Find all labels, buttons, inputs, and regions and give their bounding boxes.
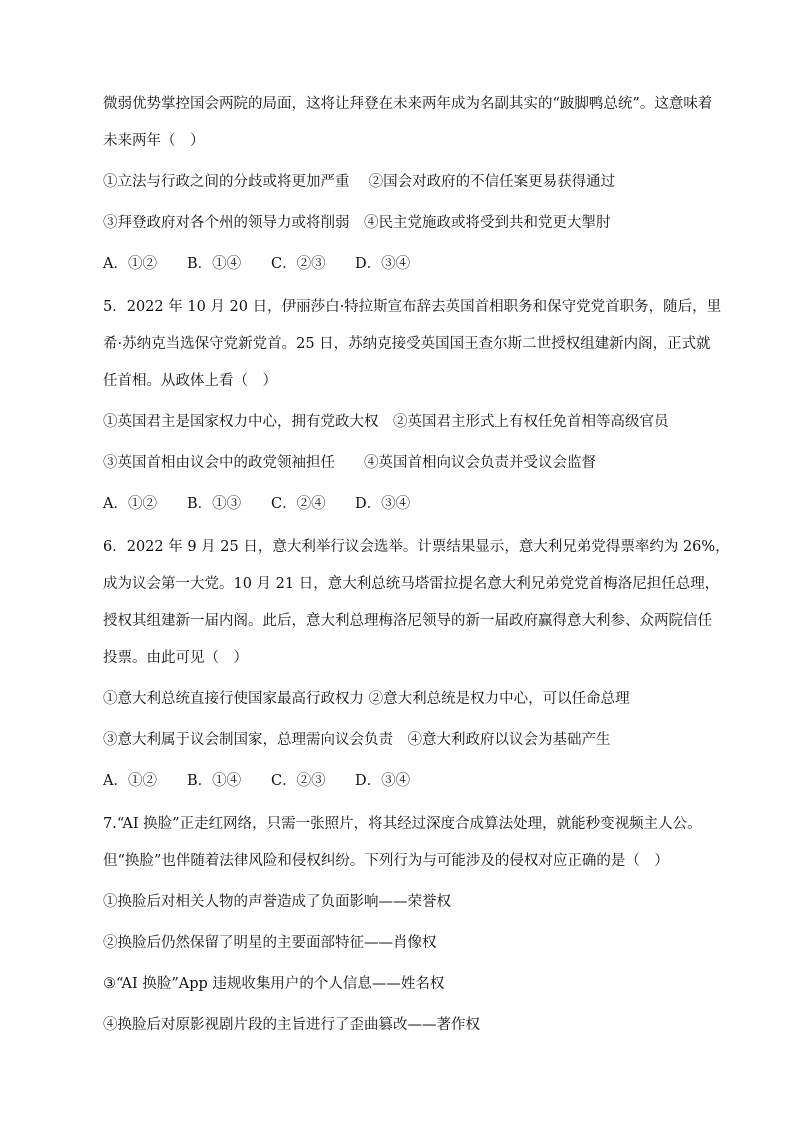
stem-line: 投票。由此可见（ ） bbox=[103, 650, 248, 666]
question-4-option-row: ①立法与行政之间的分歧或将更加严重 ②国会对政府的不信任案更易获得通过 bbox=[103, 174, 616, 190]
stem-line: 5．2022 年 10 月 20 日，伊丽莎白·特拉斯宣布辞去英国首相职务和保守党党首职务，随后，里 bbox=[103, 299, 722, 315]
answer-choice-b[interactable]: B．①③ bbox=[187, 496, 242, 512]
question-7-option-row: ③“AI 换脸”App 违规收集用户的个人信息——姓名权 bbox=[103, 976, 445, 992]
stem-line: 未来两年（ ） bbox=[103, 133, 205, 149]
question-7-option-row: ①换脸后对相关人物的声誉造成了负面影响——荣誉权 bbox=[103, 894, 451, 910]
stem-line: 但“换脸”也伴随着法律风险和侵权纠纷。下列行为与可能涉及的侵权对应正确的是（ ） bbox=[103, 853, 669, 869]
stem-line: 授权其组建新一届内阁。此后，意大利总理梅洛尼领导的新一届政府赢得意大利参、众两院信任 bbox=[103, 613, 712, 629]
question-7-option-row: ④换脸后对原影视剧片段的主旨进行了歪曲篡改——著作权 bbox=[103, 1017, 480, 1033]
answer-choice-b[interactable]: B．①④ bbox=[187, 256, 242, 272]
stem-line: 希·苏纳克当选保守党新党首。25 日，苏纳克接受英国国王查尔斯二世授权组建新内阁，正式就 bbox=[103, 336, 711, 352]
answer-choice-d[interactable]: D．③④ bbox=[355, 256, 411, 272]
answer-choice-c[interactable]: C．②③ bbox=[271, 773, 326, 789]
question-4-option-row: ③拜登政府对各个州的领导力或将削弱 ④民主党施政或将受到共和党更大掣肘 bbox=[103, 215, 611, 231]
answer-choice-d[interactable]: D．③④ bbox=[355, 773, 411, 789]
stem-line: 成为议会第一大党。10 月 21 日，意大利总统马塔雷拉提名意大利兄弟党党首梅洛尼担任总理， bbox=[103, 576, 720, 592]
question-5-option-row: ③英国首相由议会中的政党领袖担任 ④英国首相向议会负责并受议会监督 bbox=[103, 455, 596, 471]
question-5-option-row: ①英国君主是国家权力中心，拥有党政大权 ②英国君主形式上有权任免首相等高级官员 bbox=[103, 414, 669, 430]
question-5-stem bbox=[103, 295, 722, 393]
question-4-stem bbox=[103, 92, 713, 153]
answer-choice-a[interactable]: A．①② bbox=[103, 256, 157, 272]
stem-line: 7.“AI 换脸”正走红网络，只需一张照片，将其经过深度合成算法处理，就能秒变视频主人公。 bbox=[103, 816, 702, 832]
answer-choice-c[interactable]: C．②④ bbox=[271, 496, 326, 512]
question-6-option-row: ①意大利总统直接行使国家最高行政权力 ②意大利总统是权力中心，可以任命总理 bbox=[103, 691, 630, 707]
stem-line: 6．2022 年 9 月 25 日，意大利举行议会选举。计票结果显示，意大利兄弟党得票率约为 26%， bbox=[103, 539, 730, 555]
stem-line: 任首相。从政体上看（ ） bbox=[103, 373, 277, 389]
answer-choice-c[interactable]: C．②③ bbox=[271, 256, 326, 272]
question-6-stem bbox=[103, 535, 730, 670]
answer-choice-a[interactable]: A．①② bbox=[103, 773, 157, 789]
question-6-answers bbox=[103, 769, 703, 793]
stem-line: 微弱优势掌控国会两院的局面，这将让拜登在未来两年成为名副其实的“跛脚鸭总统”。这意味着 bbox=[103, 96, 713, 112]
answer-choice-b[interactable]: B．①④ bbox=[187, 773, 242, 789]
question-6-option-row: ③意大利属于议会制国家，总理需向议会负责 ④意大利政府以议会为基础产生 bbox=[103, 732, 611, 748]
answer-choice-d[interactable]: D．③④ bbox=[355, 496, 411, 512]
exam-page bbox=[103, 92, 730, 1054]
question-7-stem bbox=[103, 812, 703, 873]
question-7-option-row: ②换脸后仍然保留了明星的主要面部特征——肖像权 bbox=[103, 935, 437, 951]
question-4-answers bbox=[103, 252, 703, 276]
question-5-answers bbox=[103, 492, 703, 516]
answer-choice-a[interactable]: A．①② bbox=[103, 496, 157, 512]
